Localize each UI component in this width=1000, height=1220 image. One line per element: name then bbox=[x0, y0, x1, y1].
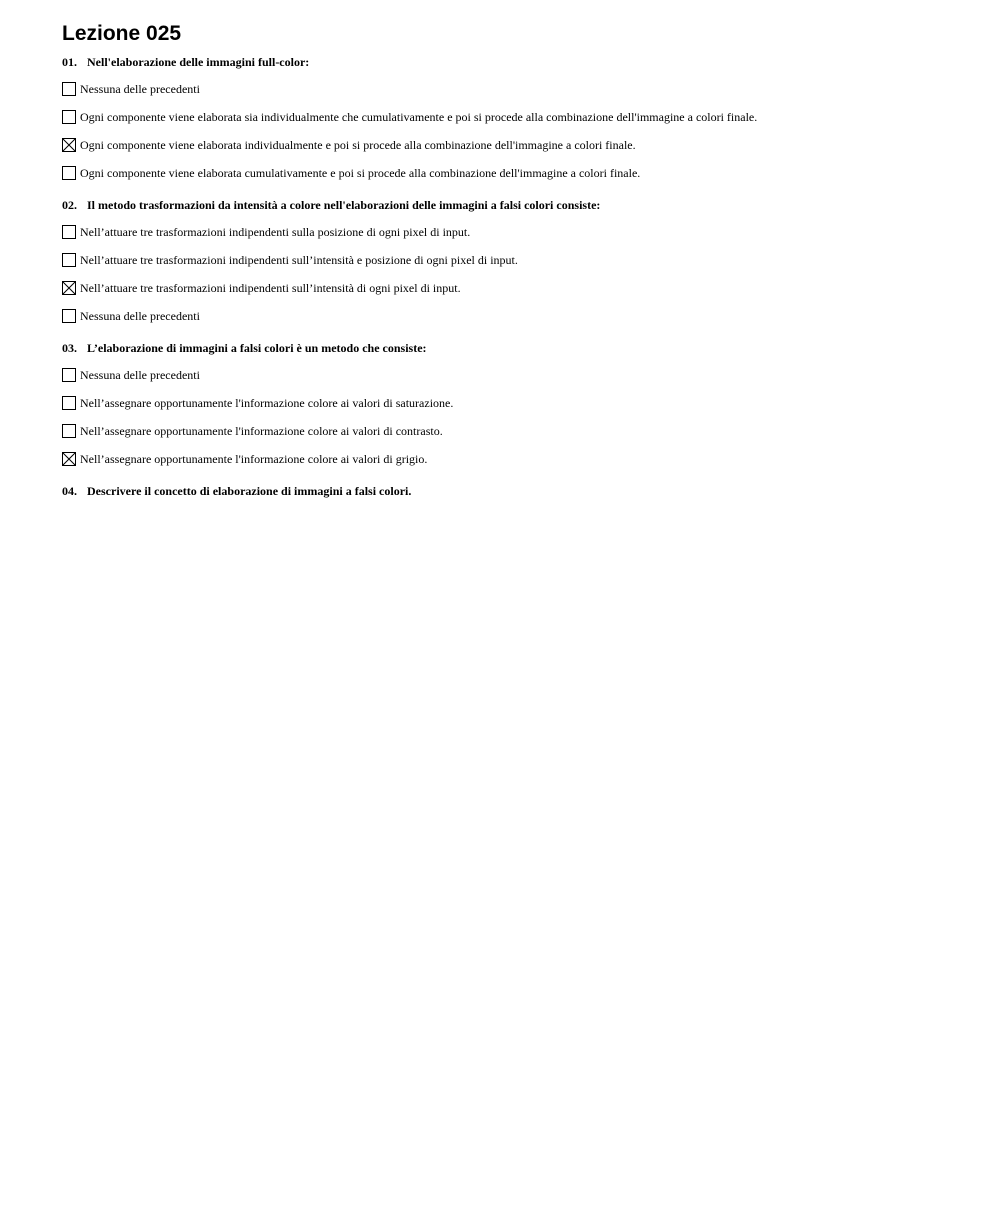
question-text: Nell'elaborazione delle immagini full-color: bbox=[87, 55, 310, 69]
question-header bbox=[62, 198, 962, 212]
answer-option[interactable] bbox=[62, 252, 962, 268]
answer-option-text: Nessuna delle precedenti bbox=[80, 309, 200, 323]
answer-option-text: Nell’attuare tre trasformazioni indipendenti sull’intensità e posizione di ogni pixel di input. bbox=[80, 253, 518, 267]
answer-option[interactable] bbox=[62, 308, 962, 324]
checkbox-icon[interactable] bbox=[62, 452, 76, 466]
question-number: 03. bbox=[62, 341, 77, 355]
answer-option-text: Nell’assegnare opportunamente l'informazione colore ai valori di grigio. bbox=[80, 452, 428, 466]
question-04 bbox=[62, 484, 962, 498]
answer-option-text: Nessuna delle precedenti bbox=[80, 368, 200, 382]
question-header bbox=[62, 484, 962, 498]
checkbox-icon[interactable] bbox=[62, 424, 76, 438]
answer-option[interactable] bbox=[62, 367, 962, 383]
question-number: 01. bbox=[62, 55, 77, 69]
checkbox-icon[interactable] bbox=[62, 82, 76, 96]
checkbox-icon[interactable] bbox=[62, 166, 76, 180]
question-03 bbox=[62, 341, 962, 467]
answer-option-text: Nessuna delle precedenti bbox=[80, 82, 200, 96]
answer-option[interactable] bbox=[62, 451, 962, 467]
answer-option[interactable] bbox=[62, 109, 962, 125]
checkbox-icon[interactable] bbox=[62, 309, 76, 323]
answer-option-text: Nell’assegnare opportunamente l'informazione colore ai valori di contrasto. bbox=[80, 424, 443, 438]
checkbox-icon[interactable] bbox=[62, 368, 76, 382]
answer-option[interactable] bbox=[62, 280, 962, 296]
answer-option-text: Ogni componente viene elaborata individualmente e poi si procede alla combinazione dell'immagine a colori finale. bbox=[80, 138, 636, 152]
answer-option-text: Nell’attuare tre trasformazioni indipendenti sulla posizione di ogni pixel di input. bbox=[80, 225, 471, 239]
answer-option[interactable] bbox=[62, 81, 962, 97]
answer-option[interactable] bbox=[62, 423, 962, 439]
answer-option[interactable] bbox=[62, 137, 962, 153]
checkbox-icon[interactable] bbox=[62, 253, 76, 267]
question-number: 02. bbox=[62, 198, 77, 212]
answer-option-text: Nell’assegnare opportunamente l'informazione colore ai valori di saturazione. bbox=[80, 396, 454, 410]
question-number: 04. bbox=[62, 484, 77, 498]
answer-option[interactable] bbox=[62, 165, 962, 181]
checkbox-icon[interactable] bbox=[62, 225, 76, 239]
page-title: Lezione 025 bbox=[62, 22, 182, 45]
answer-option[interactable] bbox=[62, 395, 962, 411]
question-02 bbox=[62, 198, 962, 324]
question-header bbox=[62, 55, 962, 69]
question-01 bbox=[62, 55, 962, 181]
answer-option-text: Ogni componente viene elaborata cumulativamente e poi si procede alla combinazione dell'immagine a colori finale. bbox=[80, 166, 641, 180]
checkbox-icon[interactable] bbox=[62, 138, 76, 152]
question-text: L’elaborazione di immagini a falsi colori è un metodo che consiste: bbox=[87, 341, 427, 355]
answer-option-text: Ogni componente viene elaborata sia individualmente che cumulativamente e poi si procede alla combinazione dell'immagine a colori finale. bbox=[80, 110, 758, 124]
question-text: Il metodo trasformazioni da intensità a colore nell'elaborazioni delle immagini a falsi colori consiste: bbox=[87, 198, 601, 212]
checkbox-icon[interactable] bbox=[62, 110, 76, 124]
checkbox-icon[interactable] bbox=[62, 396, 76, 410]
question-header bbox=[62, 341, 962, 355]
question-text: Descrivere il concetto di elaborazione di immagini a falsi colori. bbox=[87, 484, 412, 498]
answer-option-text: Nell’attuare tre trasformazioni indipendenti sull’intensità di ogni pixel di input. bbox=[80, 281, 461, 295]
answer-option[interactable] bbox=[62, 224, 962, 240]
checkbox-icon[interactable] bbox=[62, 281, 76, 295]
document-page bbox=[62, 22, 962, 515]
